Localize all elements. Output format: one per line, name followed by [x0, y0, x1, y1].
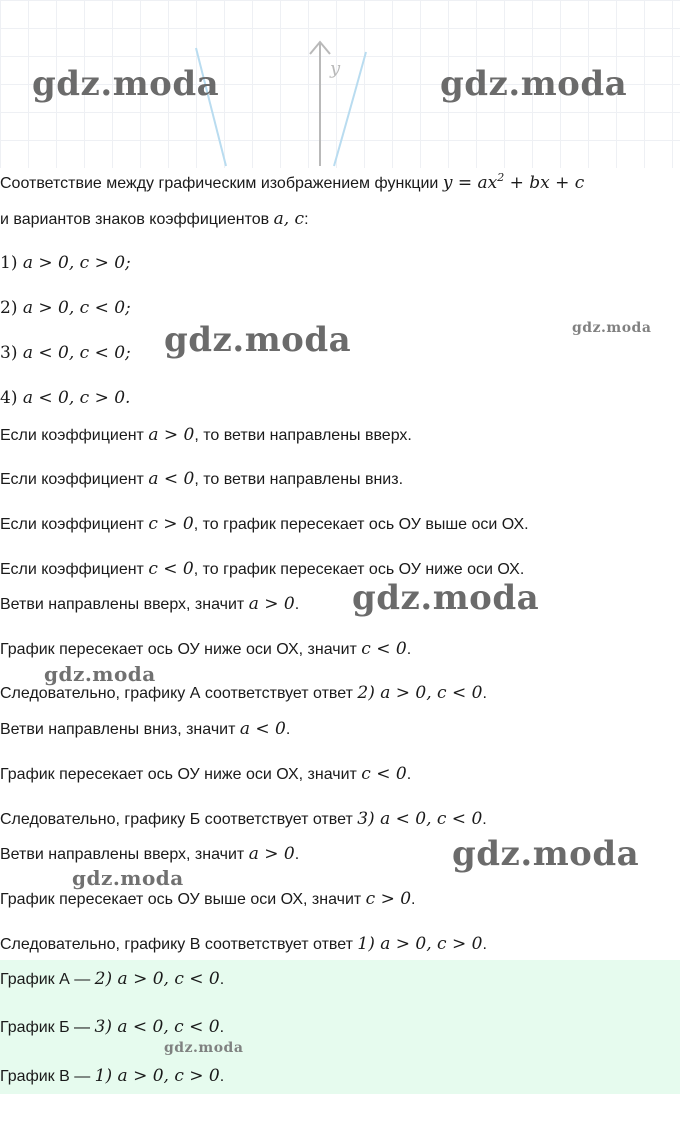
- formula-tail: + bx + c: [504, 173, 585, 193]
- option-number: 3): [0, 343, 18, 363]
- analysis-formula: a > 0: [248, 844, 295, 864]
- option-formula: a < 0, c < 0;: [17, 343, 131, 363]
- analysis-text: Следовательно, графику Б соответствует ответ: [0, 811, 358, 828]
- analysis-line: [0, 763, 411, 786]
- rule-conclusion: , то ветви направлены вниз.: [194, 471, 404, 488]
- option-3: [0, 342, 131, 365]
- answer-graph-b: [0, 1016, 224, 1039]
- analysis-text: Ветви направлены вверх, значит: [0, 596, 249, 613]
- analysis-end: .: [482, 936, 487, 953]
- analysis-formula: c > 0: [365, 889, 412, 909]
- option-number: 4): [0, 388, 18, 408]
- analysis-end: .: [294, 846, 300, 863]
- analysis-line: [0, 888, 416, 911]
- watermark: gdz.moda: [572, 320, 652, 336]
- rule-formula: c < 0: [148, 559, 194, 579]
- answer-formula: 1) a > 0, c > 0: [94, 1066, 220, 1086]
- formula-exponent: 2: [497, 171, 505, 184]
- answer-end: .: [219, 1068, 225, 1085]
- rule-formula: a < 0: [148, 469, 195, 489]
- watermark: gdz.moda: [44, 662, 156, 686]
- answer-formula: 3) a < 0, c < 0: [94, 1017, 220, 1037]
- analysis-line: [0, 593, 299, 616]
- analysis-formula: a < 0: [239, 719, 286, 739]
- answer-graph-c: [0, 1065, 224, 1088]
- analysis-formula: c < 0: [361, 764, 407, 784]
- answer-label: График А —: [0, 971, 95, 988]
- formula-main: y = ax: [442, 173, 498, 193]
- analysis-text: Следовательно, графику А соответствует ответ: [0, 685, 358, 702]
- analysis-formula: 2) a > 0, c < 0: [357, 683, 483, 703]
- rule-text: Если коэффициент: [0, 516, 149, 533]
- rule-text: Если коэффициент: [0, 561, 149, 578]
- analysis-line: [0, 933, 487, 956]
- watermark: gdz.moda: [164, 1040, 244, 1056]
- answer-graph-a: [0, 968, 224, 991]
- intro-text: Соответствие между графическим изображением функции: [0, 175, 443, 192]
- watermark: gdz.moda: [440, 64, 628, 104]
- option-formula: a > 0, c < 0;: [17, 298, 131, 318]
- analysis-line: [0, 718, 290, 741]
- option-formula: a < 0, c > 0.: [17, 388, 131, 408]
- option-4: [0, 387, 130, 410]
- analysis-end: .: [411, 891, 416, 908]
- analysis-formula: c < 0: [361, 639, 407, 659]
- analysis-end: .: [482, 811, 487, 828]
- analysis-line: [0, 808, 487, 831]
- rule-c-positive: [0, 513, 529, 536]
- function-formula: [443, 173, 585, 193]
- rule-formula: a > 0: [148, 425, 195, 445]
- watermark: gdz.moda: [352, 578, 540, 618]
- option-formula: a > 0, c > 0;: [17, 253, 131, 273]
- answer-label: График В —: [0, 1068, 95, 1085]
- rule-text: Если коэффициент: [0, 427, 149, 444]
- rule-a-positive: [0, 424, 412, 447]
- option-number: 1): [0, 253, 18, 273]
- watermark: gdz.moda: [32, 64, 220, 104]
- analysis-end: .: [294, 596, 300, 613]
- rule-conclusion: , то ветви направлены вверх.: [194, 427, 412, 444]
- analysis-formula: 1) a > 0, c > 0: [357, 934, 483, 954]
- watermark: gdz.moda: [452, 834, 640, 874]
- y-axis-label: y: [330, 58, 341, 79]
- intro-text-2: и вариантов знаков коэффициентов: [0, 211, 274, 228]
- coefficients-formula: a, c: [273, 209, 305, 229]
- analysis-text: Ветви направлены вверх, значит: [0, 846, 249, 863]
- answer-end: .: [219, 971, 225, 988]
- intro-line-1: [0, 172, 584, 196]
- watermark: gdz.moda: [164, 320, 352, 360]
- intro-line-2: [0, 208, 309, 231]
- option-2: [0, 297, 131, 320]
- option-number: 2): [0, 298, 18, 318]
- watermark: gdz.moda: [72, 866, 184, 890]
- intro-colon: :: [304, 211, 309, 228]
- analysis-text: Следовательно, графику В соответствует ответ: [0, 936, 358, 953]
- analysis-end: .: [285, 721, 291, 738]
- rule-formula: c > 0: [148, 514, 194, 534]
- analysis-end: .: [406, 766, 412, 783]
- option-1: [0, 252, 131, 275]
- analysis-text: График пересекает ось ОУ ниже оси ОХ, значит: [0, 641, 362, 658]
- answer-end: .: [219, 1019, 225, 1036]
- analysis-line: [0, 843, 299, 866]
- analysis-formula: 3) a < 0, c < 0: [357, 809, 483, 829]
- rule-text: Если коэффициент: [0, 471, 149, 488]
- analysis-end: .: [482, 685, 487, 702]
- answer-label: График Б —: [0, 1019, 95, 1036]
- analysis-text: Ветви направлены вниз, значит: [0, 721, 240, 738]
- rule-a-negative: [0, 468, 403, 491]
- analysis-text: График пересекает ось ОУ ниже оси ОХ, значит: [0, 766, 362, 783]
- analysis-line: [0, 638, 411, 661]
- analysis-end: .: [406, 641, 412, 658]
- rule-conclusion: , то график пересекает ось ОУ ниже оси ОХ.: [193, 561, 525, 578]
- answer-formula: 2) a > 0, c < 0: [94, 969, 220, 989]
- analysis-text: График пересекает ось ОУ выше оси ОХ, значит: [0, 891, 366, 908]
- analysis-formula: a > 0: [248, 594, 295, 614]
- rule-conclusion: , то график пересекает ось ОУ выше оси ОХ.: [193, 516, 529, 533]
